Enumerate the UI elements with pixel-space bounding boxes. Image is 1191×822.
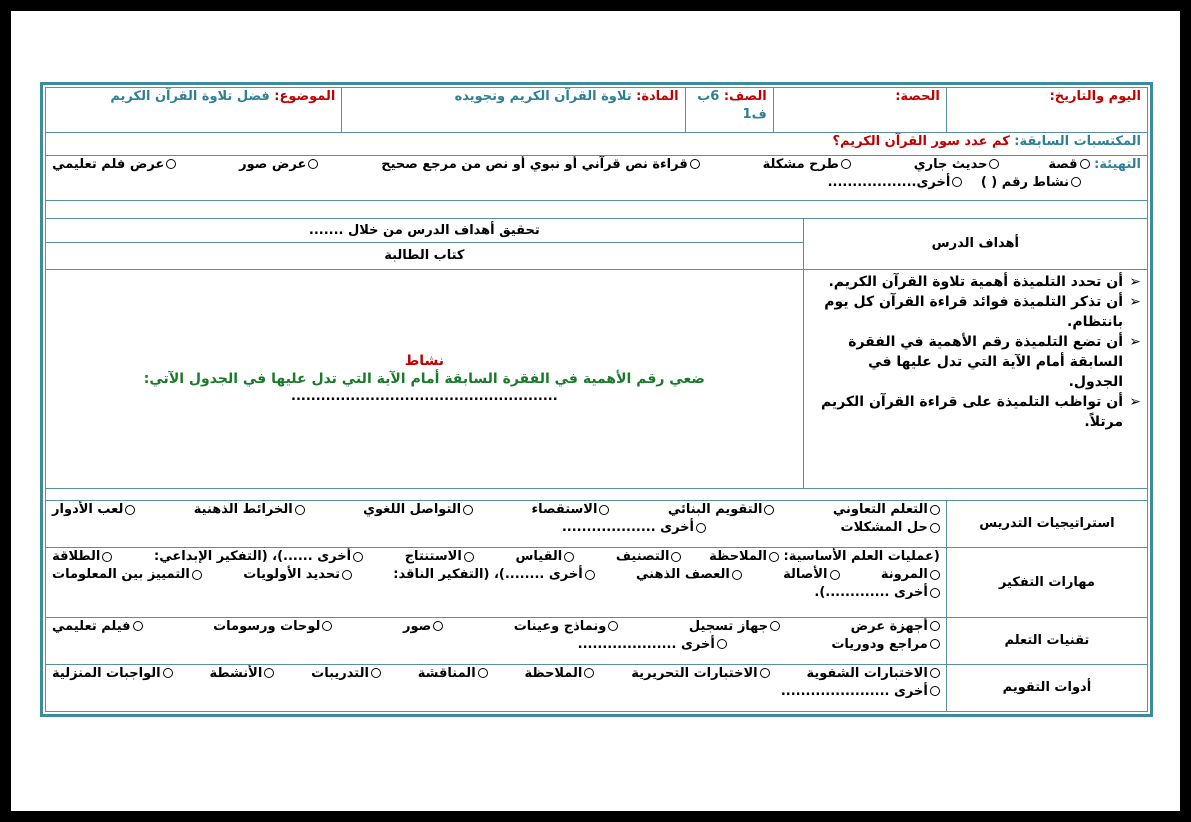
thinking-line1 — [52, 548, 940, 566]
activity-cell — [46, 270, 804, 489]
achieve-cell — [46, 218, 804, 243]
radio-circle-icon[interactable] — [102, 552, 112, 562]
option-label: صور — [402, 618, 432, 634]
option-label: لعب الأدوار — [52, 502, 124, 518]
radio-circle-icon[interactable] — [371, 668, 381, 678]
spacer-cell — [46, 488, 1148, 500]
goal-item — [810, 272, 1141, 292]
radio-circle-icon[interactable] — [952, 177, 962, 187]
radio-option[interactable] — [689, 618, 780, 636]
warmup-cell — [46, 155, 1148, 200]
option-label: أن تذكر التلميذة فوائد قراءة القرآن كل يوم بانتظام. — [824, 294, 1123, 331]
radio-circle-icon[interactable] — [930, 639, 940, 649]
radio-circle-icon[interactable] — [732, 570, 742, 580]
strategies-label-cell — [946, 501, 1147, 548]
objectives-header: أهداف الدرس — [931, 235, 1020, 251]
thinking-cell — [46, 548, 947, 618]
goal-item — [810, 392, 1141, 432]
option-label: أخرى ......)، (التفكير الإبداعي: — [154, 549, 352, 565]
radio-circle-icon[interactable] — [125, 505, 135, 515]
class-value: 6ب — [697, 89, 720, 104]
option-label: (عمليات العلم الأساسية: — [783, 549, 940, 565]
strategies-row2 — [52, 519, 940, 537]
option-label: التدريبات — [311, 665, 369, 681]
tech-row1 — [52, 618, 940, 636]
option-label: الأنشطة — [209, 665, 263, 681]
option-label: ونماذج وعينات — [513, 618, 607, 634]
option-label: المرونة — [880, 567, 928, 583]
subject-value: تلاوة القرآن الكريم وتجويده — [454, 89, 632, 104]
thinking-line3 — [52, 584, 940, 602]
tech-label: تقنيات التعلم — [1004, 632, 1090, 648]
radio-circle-icon[interactable] — [1080, 159, 1090, 169]
option-label: العصف الذهني — [636, 567, 730, 583]
radio-option[interactable] — [52, 665, 173, 683]
radio-circle-icon[interactable] — [930, 686, 940, 696]
radio-circle-icon[interactable] — [464, 552, 474, 562]
tech-row — [46, 617, 1148, 664]
checkmark-arrow-icon: ➢ — [1129, 334, 1141, 351]
radio-circle-icon[interactable] — [769, 552, 779, 562]
radio-circle-icon[interactable] — [930, 570, 940, 580]
radio-circle-icon[interactable] — [1071, 177, 1081, 187]
option-label: الملاحظة — [524, 665, 583, 681]
option-label: التعلم التعاوني — [832, 502, 928, 518]
radio-option[interactable] — [525, 665, 595, 683]
period-cell — [773, 88, 946, 133]
radio-circle-icon[interactable] — [770, 621, 780, 631]
radio-option[interactable] — [213, 618, 332, 636]
radio-option[interactable] — [828, 174, 963, 192]
book-text: كتاب الطالبة — [384, 248, 465, 264]
radio-option[interactable] — [52, 501, 135, 519]
radio-option[interactable] — [154, 548, 363, 566]
book-cell — [46, 243, 804, 270]
option-label: أخرى ...................... — [780, 683, 928, 699]
thinking-label-cell — [946, 548, 1147, 618]
date-label: اليوم والتاريخ: — [1049, 89, 1141, 104]
prior-cell — [46, 133, 1148, 156]
radio-option[interactable] — [831, 636, 940, 654]
radio-option[interactable] — [194, 501, 305, 519]
goal-item — [810, 332, 1141, 392]
radio-circle-icon[interactable] — [841, 159, 851, 169]
option-label: الاختبارات التحريرية — [631, 665, 758, 681]
achieve-text: تحقيق أهداف الدرس من خلال ....... — [308, 222, 540, 238]
option-label: أخرى .............). — [814, 585, 928, 601]
topic-value: فضل تلاوة القرآن الكريم — [110, 89, 270, 104]
class-cell — [685, 88, 773, 133]
option-label: الاستنتاج — [404, 549, 462, 565]
radio-option[interactable] — [578, 636, 727, 654]
radio-circle-icon[interactable] — [163, 668, 173, 678]
radio-option[interactable] — [562, 519, 706, 537]
class-label: الصف: — [723, 89, 767, 104]
radio-circle-icon[interactable] — [133, 621, 143, 631]
radio-option[interactable] — [239, 156, 318, 174]
topic-cell — [46, 88, 342, 133]
option-label: أخرى .................... — [577, 636, 715, 652]
radio-circle-icon[interactable] — [930, 505, 940, 515]
option-label: حل المشكلات — [840, 520, 928, 536]
prior-row — [46, 133, 1148, 156]
radio-option[interactable] — [381, 156, 700, 174]
option-label: أخرى ........)، (التفكير الناقد: — [393, 567, 583, 583]
goals-list — [810, 272, 1141, 432]
radio-option[interactable] — [833, 501, 940, 519]
warmup-option: طرح مشكلة — [762, 156, 839, 172]
assessment-row1 — [52, 665, 940, 683]
radio-circle-icon[interactable] — [599, 505, 609, 515]
option-label: الأصالة — [783, 567, 828, 583]
checkmark-arrow-icon: ➢ — [1129, 274, 1141, 291]
lesson-plan-frame — [40, 82, 1153, 717]
assessment-row2 — [52, 683, 940, 701]
subject-label: المادة: — [636, 89, 679, 104]
radio-option[interactable] — [403, 618, 443, 636]
option-label: الواجبات المنزلية — [52, 665, 161, 681]
strategies-label: استراتيجيات التدريس — [979, 516, 1115, 532]
warmup-option: نشاط رقم ( ) — [980, 174, 1069, 190]
radio-option[interactable] — [532, 501, 610, 519]
warmup-label-wrap — [1048, 156, 1141, 174]
radio-circle-icon[interactable] — [463, 505, 473, 515]
option-label: التصنيف — [615, 549, 670, 565]
assessment-label-cell — [946, 664, 1147, 711]
radio-option[interactable] — [881, 566, 940, 584]
option-label: الطلاقة — [52, 549, 101, 565]
radio-option[interactable] — [636, 566, 742, 584]
option-label: أن تواظب التلميذة على قراءة القرآن الكريم مرتلاً. — [820, 394, 1123, 431]
strategies-row1 — [52, 501, 940, 519]
warmup-options-row2 — [52, 174, 1141, 192]
date-cell — [946, 88, 1147, 133]
radio-option[interactable] — [668, 501, 775, 519]
radio-circle-icon[interactable] — [192, 570, 202, 580]
radio-circle-icon[interactable] — [830, 570, 840, 580]
objectives-head-row — [46, 218, 1148, 243]
activity-title: نشاط — [404, 353, 444, 369]
radio-option[interactable] — [52, 618, 143, 636]
radio-circle-icon[interactable] — [308, 159, 318, 169]
radio-circle-icon[interactable] — [930, 523, 940, 533]
radio-circle-icon[interactable] — [564, 552, 574, 562]
radio-option[interactable] — [763, 156, 851, 174]
warmup-option: عرض فلم تعليمي — [52, 156, 165, 172]
option-label: القياس — [515, 549, 563, 565]
warmup-row — [46, 155, 1148, 200]
subject-cell — [342, 88, 685, 133]
page — [11, 11, 1180, 811]
tech-label-cell — [946, 617, 1147, 664]
option-label: المناقشة — [417, 665, 476, 681]
warmup-option: قراءة نص قرآني أو نبوي أو نص من مرجع صحيح — [381, 156, 688, 172]
radio-option[interactable] — [52, 566, 202, 584]
radio-circle-icon[interactable] — [478, 668, 488, 678]
topic-label: الموضوع: — [274, 89, 336, 104]
activity-dots: ...................................................... — [291, 389, 558, 404]
radio-circle-icon[interactable] — [671, 552, 681, 562]
radio-circle-icon[interactable] — [295, 505, 305, 515]
option-label: الملاحظة — [709, 549, 767, 565]
assessment-label: أدوات التقويم — [1002, 679, 1092, 695]
radio-option[interactable] — [781, 683, 940, 701]
radio-option[interactable] — [363, 501, 473, 519]
spacer-cell — [46, 200, 1148, 218]
spacer-row-2 — [46, 488, 1148, 500]
thinking-row — [46, 548, 1148, 618]
option-label: الخرائط الذهنية — [193, 502, 293, 518]
option-label: أخرى ................... — [561, 520, 695, 536]
radio-option[interactable] — [851, 618, 940, 636]
radio-circle-icon[interactable] — [353, 552, 363, 562]
radio-circle-icon[interactable] — [930, 621, 940, 631]
option-label: التواصل اللغوي — [363, 502, 462, 518]
option-label: الاستقصاء — [531, 502, 598, 518]
radio-option[interactable] — [783, 566, 839, 584]
warmup-label: التهيئة: — [1094, 156, 1141, 172]
strategies-cell — [46, 501, 947, 548]
radio-circle-icon[interactable] — [585, 570, 595, 580]
radio-circle-icon[interactable] — [166, 159, 176, 169]
lesson-plan-table — [45, 87, 1148, 712]
radio-circle-icon[interactable] — [930, 588, 940, 598]
radio-circle-icon[interactable] — [930, 668, 940, 678]
radio-option[interactable] — [209, 665, 274, 683]
option-label: فيلم تعليمي — [52, 618, 131, 634]
radio-option[interactable] — [418, 665, 488, 683]
radio-circle-icon[interactable] — [760, 668, 770, 678]
radio-option[interactable] — [631, 665, 769, 683]
tech-cell — [46, 617, 947, 664]
radio-circle-icon[interactable] — [342, 570, 352, 580]
radio-circle-icon[interactable] — [608, 621, 618, 631]
option-label: التمييز بين المعلومات — [52, 567, 190, 583]
prior-value: كم عدد سور القرآن الكريم؟ — [832, 134, 1010, 149]
radio-circle-icon[interactable] — [696, 523, 706, 533]
thinking-line2 — [52, 566, 940, 584]
radio-circle-icon[interactable] — [717, 639, 727, 649]
warmup-option: قصة — [1048, 156, 1078, 172]
goals-row — [46, 270, 1148, 489]
warmup-option: حديث جاري — [913, 156, 988, 172]
radio-option[interactable] — [806, 665, 939, 683]
prior-label: المكتسبات السابقة: — [1014, 134, 1141, 149]
radio-circle-icon[interactable] — [322, 621, 332, 631]
warmup-option: أخرى.................. — [827, 174, 951, 190]
radio-option[interactable] — [814, 584, 939, 602]
class-section: ف1 — [742, 107, 767, 122]
radio-circle-icon[interactable] — [264, 668, 274, 678]
option-label: التقويم البنائي — [667, 502, 763, 518]
option-label: جهاز تسجيل — [688, 618, 769, 634]
goals-cell — [803, 270, 1147, 489]
radio-option[interactable] — [52, 156, 176, 174]
checkmark-arrow-icon: ➢ — [1129, 394, 1141, 411]
radio-option[interactable] — [914, 156, 1000, 174]
radio-circle-icon[interactable] — [764, 505, 774, 515]
radio-circle-icon[interactable] — [584, 668, 594, 678]
option-label: أن تحدد التلميذة أهمية تلاوة القرآن الكريم. — [828, 274, 1123, 291]
option-label: أجهزة عرض — [850, 618, 928, 634]
radio-circle-icon[interactable] — [989, 159, 999, 169]
warmup-option: عرض صور — [239, 156, 307, 172]
radio-option[interactable] — [243, 566, 352, 584]
thinking-label: مهارات التفكير — [998, 574, 1095, 590]
activity-text: ضعي رقم الأهمية في الفقرة السابقة أمام الآية التي تدل عليها في الجدول الآتي: — [143, 371, 705, 387]
radio-option[interactable] — [405, 548, 474, 566]
assessment-row — [46, 664, 1148, 711]
radio-option[interactable] — [981, 174, 1081, 192]
option-label: الاختبارات الشفوية — [806, 665, 928, 681]
goal-item — [810, 292, 1141, 332]
spacer-row — [46, 200, 1148, 218]
period-label: الحصة: — [895, 89, 940, 104]
radio-circle-icon[interactable] — [690, 159, 700, 169]
option-label: أن تضع التلميذة رقم الأهمية في الفقرة السابقة أمام الآية التي تدل عليها في الجدول. — [848, 334, 1123, 391]
strategies-row — [46, 501, 1148, 548]
radio-option[interactable] — [393, 566, 594, 584]
tech-row2 — [52, 636, 940, 654]
radio-circle-icon[interactable] — [433, 621, 443, 631]
radio-option[interactable] — [515, 548, 574, 566]
option-label: مراجع ودوريات — [831, 636, 928, 652]
radio-option[interactable] — [52, 548, 112, 566]
radio-option[interactable] — [514, 618, 619, 636]
objectives-header-cell — [803, 218, 1147, 269]
warmup-options-row1 — [52, 156, 1141, 174]
checkmark-arrow-icon: ➢ — [1129, 294, 1141, 311]
radio-option[interactable] — [616, 548, 682, 566]
option-label: تحديد الأولويات — [243, 567, 340, 583]
radio-option[interactable] — [841, 519, 940, 537]
assessment-cell — [46, 664, 947, 711]
option-label: لوحات ورسومات — [213, 618, 321, 634]
header-row — [46, 88, 1148, 133]
radio-option[interactable] — [311, 665, 381, 683]
